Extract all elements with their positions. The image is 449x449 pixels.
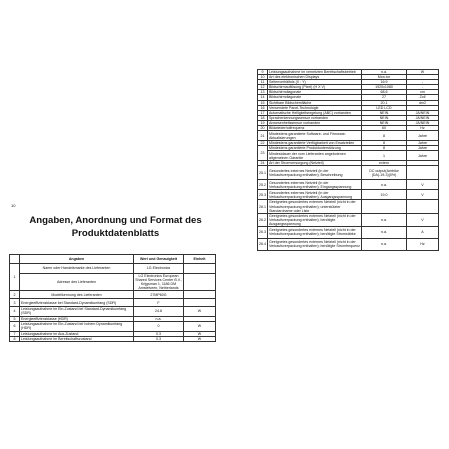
row-unit-cell: V	[407, 213, 439, 226]
row-number-cell: 14	[258, 95, 268, 100]
row-label-cell: Anwesenheitssensor vorhanden	[268, 120, 362, 125]
row-label-cell: Leistungsaufnahme im Aus-Zustand	[20, 331, 134, 336]
product-data-table-right	[257, 69, 439, 251]
row-value-cell: 27	[362, 95, 407, 100]
page-number: 10	[11, 203, 16, 208]
row-value-cell: 8	[362, 131, 407, 141]
row-number-cell: 12	[258, 85, 268, 90]
table-row	[258, 238, 439, 250]
row-label-cell: Gesondertes externes Netzteil (in der Verkaufsverpackung enthalten); Ausgangsspannung	[268, 190, 362, 200]
row-number-cell: 25.3	[258, 190, 268, 200]
table-row	[10, 264, 216, 274]
row-label-cell: Leistungsaufnahme im Ein-Zustand bei Standard-Dynamikumfang (SDR)	[20, 307, 134, 316]
row-value-cell: LED LCD	[362, 105, 407, 110]
row-value-cell: NEIN	[362, 110, 407, 115]
row-unit-cell: W	[184, 307, 216, 316]
row-unit-cell: JA/NEIN	[407, 115, 439, 120]
row-label-cell: Spracherkennungssensor vorhanden	[268, 115, 362, 120]
row-label-cell: Mindestdauer der vom Lieferanten angebotenen allgemeinen Garantie	[268, 151, 362, 161]
row-value-cell: NEIN	[362, 120, 407, 125]
row-label-cell: Bildwiederholfrequenz	[268, 126, 362, 131]
row-unit-cell: JA/NEIN	[407, 120, 439, 125]
row-number-cell: 11	[258, 80, 268, 85]
row-value-cell: 60	[362, 126, 407, 131]
row-label-cell: Gesondertes externes Netzteil (in der Verkaufsverpackung enthalten); Eingangsspannung	[268, 180, 362, 190]
row-unit-cell	[184, 291, 216, 299]
row-unit-cell: V	[407, 180, 439, 190]
row-value-cell: LG Electronics European Shared Services Center B.V., Krijgsman 1, 1186 DM Amstelveen, Netherlands	[135, 274, 182, 291]
row-number-cell: 16	[258, 105, 268, 110]
row-label-cell: Adresse des Lieferanten	[20, 274, 134, 291]
row-number-cell: 19	[258, 120, 268, 125]
row-unit-cell: V	[407, 190, 439, 200]
row-label-cell: Mindestens garantierte Produktunterstützung	[268, 146, 362, 151]
row-unit-cell	[407, 200, 439, 213]
row-unit-cell: Jahre	[407, 131, 439, 141]
row-number-cell: 15	[258, 100, 268, 105]
row-unit-cell: Jahre	[407, 151, 439, 161]
row-value-cell: 8	[362, 146, 407, 151]
row-value-cell: extern	[362, 161, 407, 166]
row-number-cell: 4	[10, 307, 20, 316]
header-blank-cell	[10, 255, 20, 264]
row-label-cell: Modellkennung des Lieferanten	[20, 291, 134, 299]
row-label-cell: Bildschirmdiagonale	[268, 95, 362, 100]
row-label-cell: Verwendete Panel-Technologie	[268, 105, 362, 110]
page-title-line-1: Angaben, Anordnung und Format des	[29, 215, 202, 226]
row-label-cell: Bildschirmdiagonale	[268, 90, 362, 95]
row-number-cell: 21	[258, 131, 268, 141]
row-label-cell: Sichtbare Bildschirmfläche	[268, 100, 362, 105]
row-label-cell: Art des elektronischen Displays	[268, 75, 362, 80]
row-label-cell: Mindestens garantierte Software- und Firmware-Aktualisierungen	[268, 131, 362, 141]
table-row	[258, 200, 439, 213]
page-title	[20, 214, 211, 240]
row-number-cell: 22	[258, 141, 268, 146]
row-number-cell: 6	[10, 321, 20, 331]
row-label-cell: Automatische Helligkeitsregelung (ABC) vorhanden	[268, 110, 362, 115]
row-label-cell: Geeignetes gesondertes externes Netzteil (nicht in der Verkaufsverpackung enthalten); benötigte Stromfrequenz	[269, 240, 360, 249]
row-value-cell: n.a.	[362, 70, 407, 75]
row-unit-cell: Jahre	[407, 146, 439, 151]
table-row	[10, 336, 216, 341]
row-unit-cell	[184, 264, 216, 274]
table-row	[10, 299, 216, 307]
row-value-cell: 24.8	[134, 307, 184, 316]
row-label-cell: Energieeffizienzklasse bei Standard-Dynamikumfang (SDR)	[20, 299, 134, 307]
row-unit-cell: JA/NEIN	[407, 110, 439, 115]
row-unit-cell: Hz	[407, 126, 439, 131]
table-row	[10, 307, 216, 316]
table-row	[258, 180, 439, 190]
row-unit-cell: Jahre	[407, 141, 439, 146]
row-number-cell: 7	[10, 331, 20, 336]
header-value-cell: Wert und Genauigkeit	[134, 255, 184, 264]
row-value-cell: 68.6	[362, 90, 407, 95]
row-number-cell: 8	[10, 336, 20, 341]
row-number-cell: 24	[258, 161, 268, 166]
row-label-cell: Gesondertes externes Netzteil (in der Verkaufsverpackung enthalten); Beschreibung	[268, 166, 362, 180]
row-value-cell: LG Electronics	[134, 264, 184, 274]
row-unit-cell: -	[407, 85, 439, 90]
row-label-cell: Geeignetes gesondertes externes Netzteil (nicht in der Verkaufsverpackung enthalten); unterstützter Standardname oder Liste	[268, 200, 362, 213]
table-row	[258, 131, 439, 141]
row-label-cell: Geeignetes gesondertes externes Netzteil (nicht in der Verkaufsverpackung enthalten); benötigte Ausgangsspannung	[268, 213, 362, 226]
row-number-cell: 26.2	[258, 213, 268, 226]
row-value-cell: 19.0	[362, 190, 407, 200]
row-number-cell: 25.1	[258, 166, 268, 180]
row-unit-cell: W	[184, 321, 216, 331]
row-value-cell	[362, 200, 407, 213]
row-label-cell: Leistungsaufnahme im Ein-Zustand bei hohem Dynamikumfang (HDR)	[20, 321, 134, 331]
row-number-cell: 2	[10, 291, 20, 299]
table-row	[258, 151, 439, 161]
row-label-cell: Mindestens garantierte Verfügbarkeit von Ersatzteilen	[268, 141, 362, 146]
table-row	[10, 274, 216, 291]
row-number-cell: 5	[10, 316, 20, 321]
row-unit-cell	[184, 299, 216, 307]
row-label-cell: Leistungsaufnahme im vernetzten Bereitschaftsbetrieb	[268, 70, 362, 75]
row-value-cell: Mon-tor	[362, 75, 407, 80]
row-number-cell: 26.3	[258, 226, 268, 238]
row-number-cell: 25.2	[258, 180, 268, 190]
row-unit-cell: dm2	[407, 100, 439, 105]
row-label-cell: Bildschirmauflösung (Pixel) (H X V)	[268, 85, 362, 90]
row-number-cell: 9	[258, 70, 268, 75]
row-value-cell: DC output(Ambilor (DA)-19-3)(0%)	[362, 166, 407, 180]
row-label-cell: Art der Stromversorgung (Netzteil)	[268, 161, 362, 166]
row-number-cell: 13	[258, 90, 268, 95]
row-number-cell: 26.1	[258, 200, 268, 213]
row-number-cell: 23	[258, 146, 268, 161]
row-number-cell: 20	[258, 126, 268, 131]
row-value-cell: 27MP60G	[134, 291, 184, 299]
row-value-cell: n.a.	[362, 180, 407, 190]
row-value-cell: n.a.	[134, 316, 184, 321]
row-number-cell: 10	[258, 75, 268, 80]
row-unit-cell: A	[407, 226, 439, 238]
row-unit-cell	[184, 274, 216, 291]
row-number-cell: 18	[258, 115, 268, 120]
table-row	[258, 213, 439, 226]
row-label-cell: Geeignetes gesondertes externes Netzteil (nicht in der Verkaufsverpackung enthalten); benötigte Stromstärke	[268, 226, 362, 238]
row-value-cell: n.a.	[362, 213, 407, 226]
table-row	[10, 321, 216, 331]
row-label-cell: Seitenverhältnis (X : Y)	[268, 80, 362, 85]
table-row	[258, 226, 439, 238]
product-data-table-left	[9, 254, 216, 342]
row-value-cell: 0	[134, 321, 184, 331]
header-label-cell: Angaben	[20, 255, 134, 264]
row-unit-cell: Hz	[407, 238, 439, 250]
row-value-cell: 0.3	[134, 331, 184, 336]
table-row	[10, 291, 216, 299]
row-unit-cell: Zoll	[407, 95, 439, 100]
row-unit-cell: -	[407, 80, 439, 85]
row-value-cell: n.a.	[362, 226, 407, 238]
row-label-cell: Name oder Handelsmarke des Lieferanten	[20, 264, 134, 274]
row-value-cell: 16:9	[362, 80, 407, 85]
row-label-cell: Energieeffizienzklasse (HDR)	[20, 316, 134, 321]
table-header-row	[10, 255, 216, 264]
row-number-cell: 26.4	[258, 238, 268, 250]
row-unit-cell: W	[407, 70, 439, 75]
table-row	[258, 166, 439, 180]
row-unit-cell: cm	[407, 90, 439, 95]
row-value-cell: NEIN	[362, 115, 407, 120]
row-number-cell: 17	[258, 110, 268, 115]
row-value-cell: 8	[362, 141, 407, 146]
row-value-cell: 0.3	[134, 336, 184, 341]
row-value-cell: 1920x1080	[362, 85, 407, 90]
row-value-cell: F	[134, 299, 184, 307]
header-unit-cell: Einheit	[184, 255, 216, 264]
row-value-cell: n.a.	[362, 238, 407, 250]
row-value-cell: 20.1	[362, 100, 407, 105]
table-row	[258, 190, 439, 200]
row-value-cell: 1	[362, 151, 407, 161]
page-title-line-2: Produktdatenblatts	[71, 228, 160, 239]
row-unit-cell: W	[184, 331, 216, 336]
row-unit-cell: W	[184, 336, 216, 341]
row-unit-cell	[407, 166, 439, 180]
row-label-cell: Leistungsaufnahme im Bereitschaftszustand	[20, 336, 134, 341]
row-number-cell: 1	[10, 264, 20, 291]
row-number-cell: 3	[10, 299, 20, 307]
